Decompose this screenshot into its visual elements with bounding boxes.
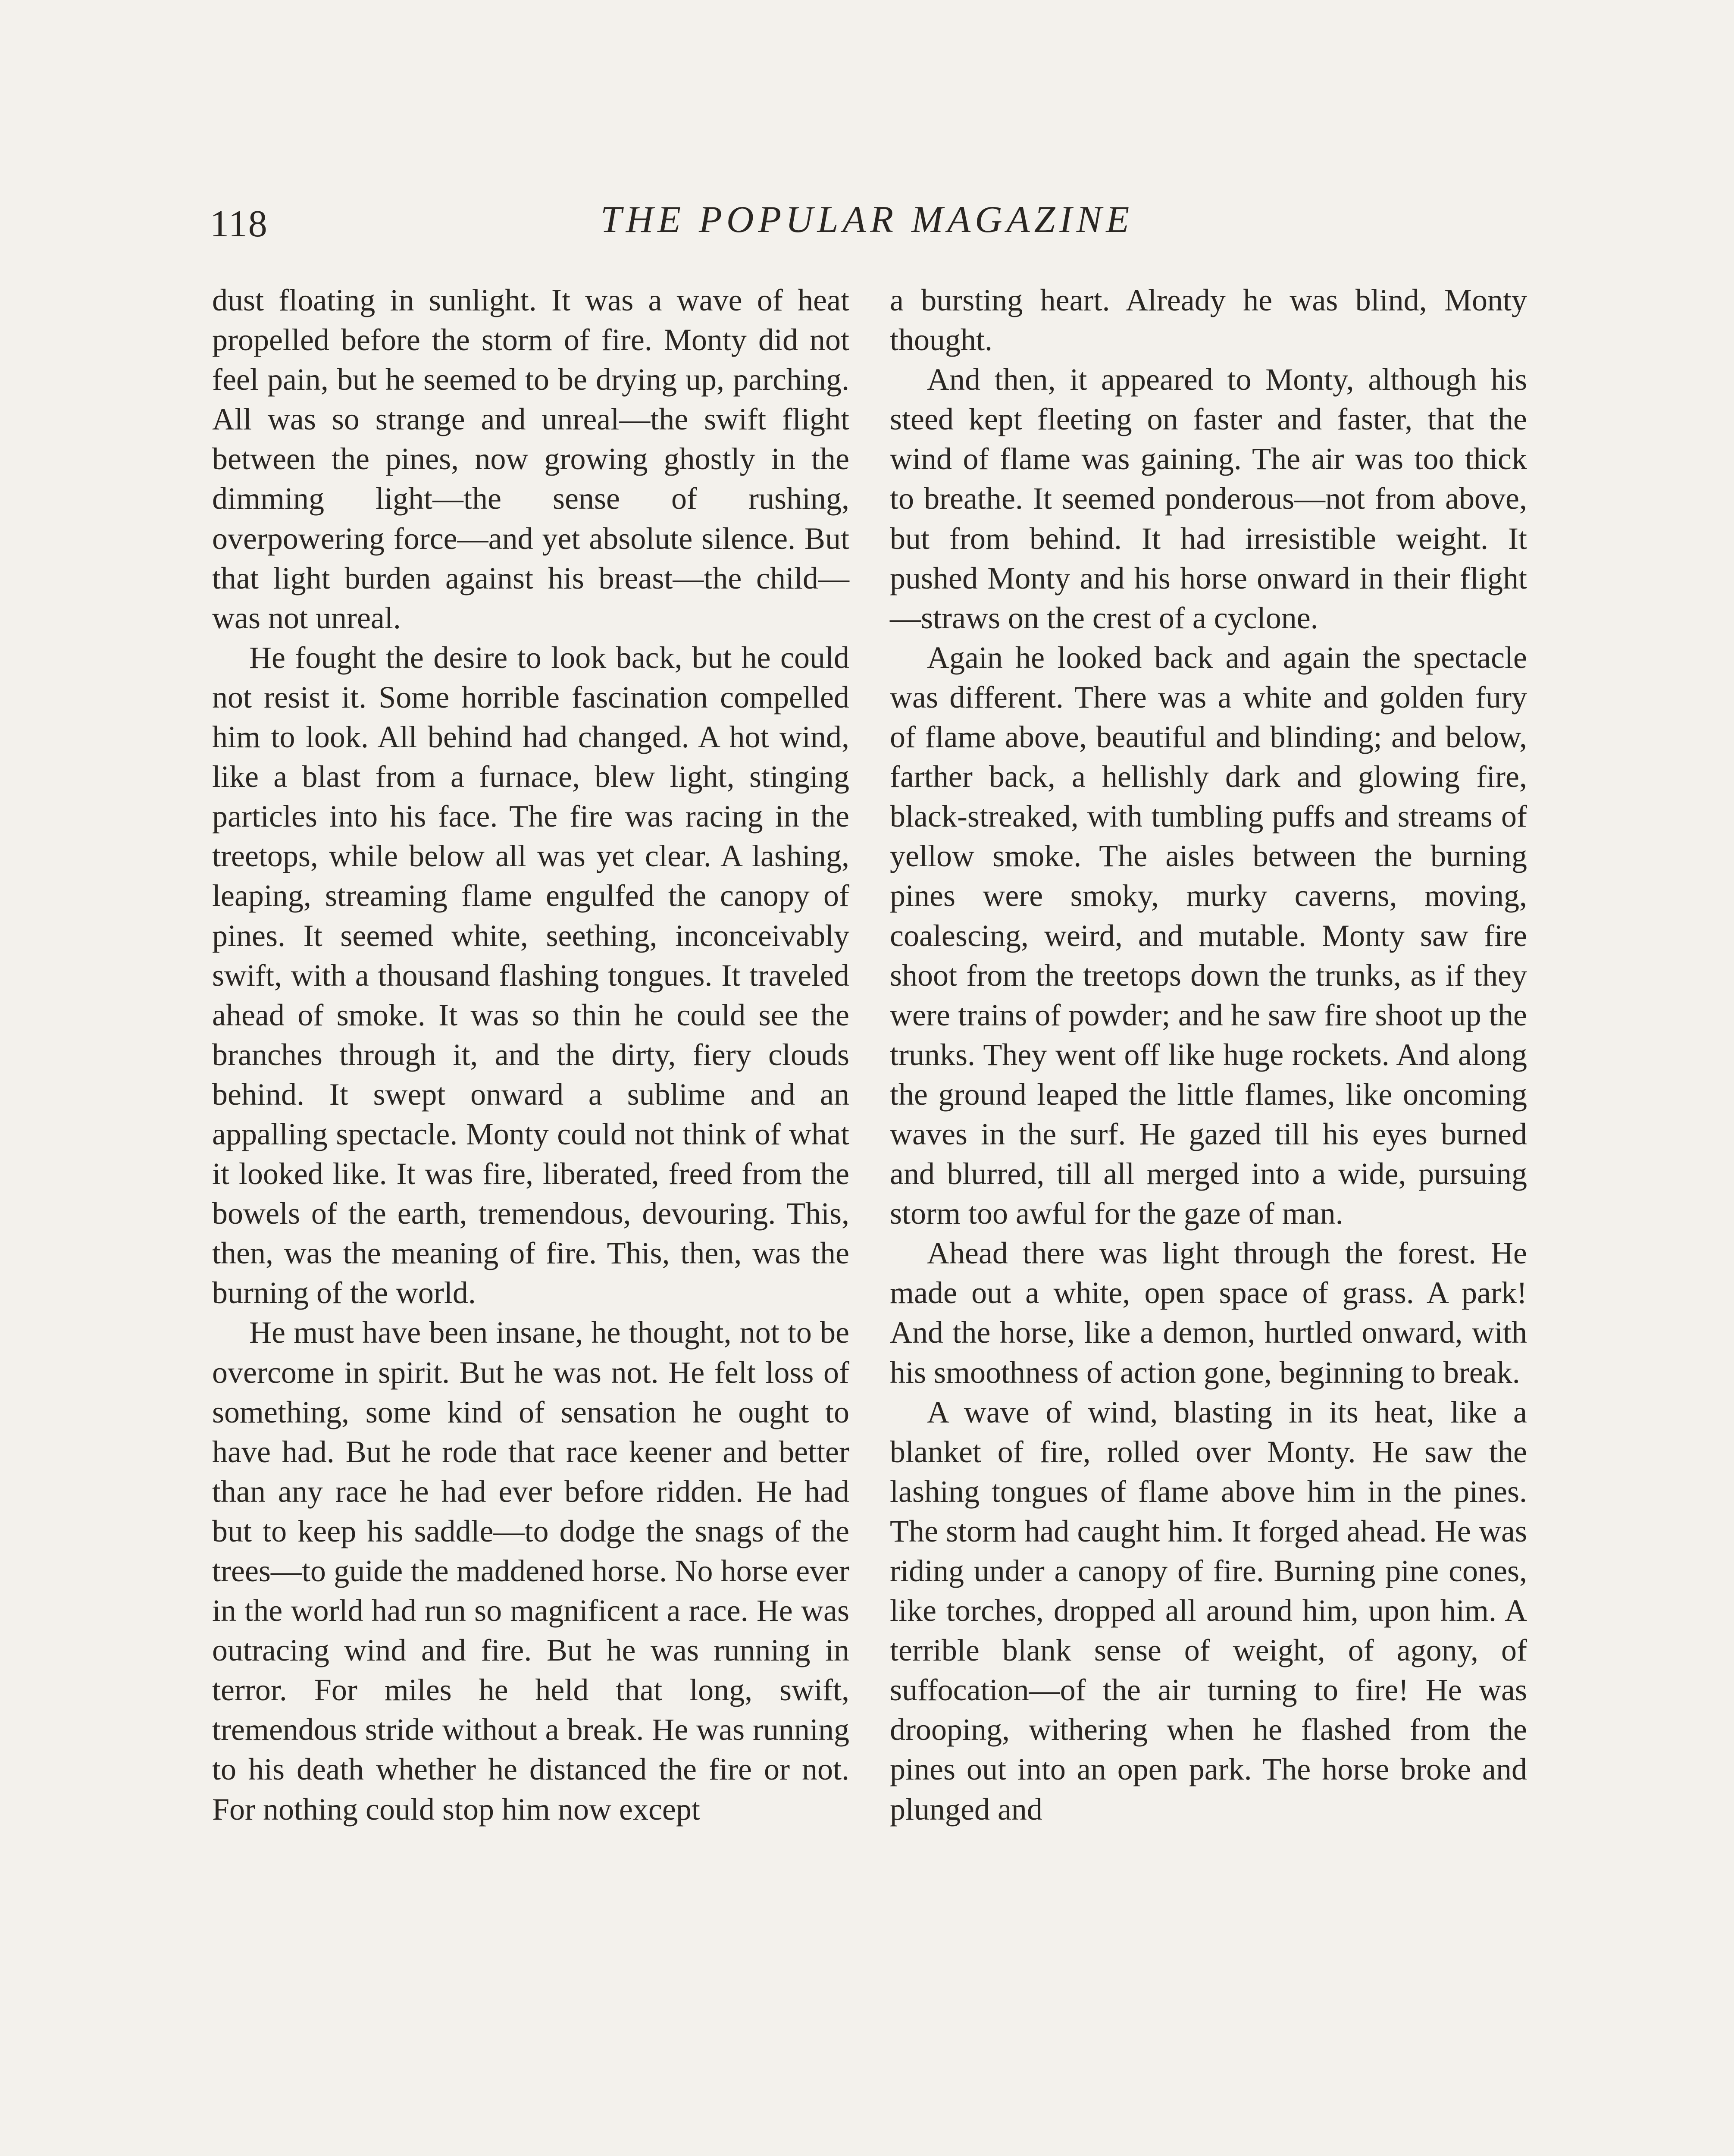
paragraph: a bursting heart. Already he was blind, Monty thought. [890,283,1527,357]
right-column [890,280,1527,1829]
page-number: 118 [210,203,268,245]
paragraph: And then, it appeared to Monty, although his steed kept fleeting on faster and faster, that the wind of flame was gaining. The air was too thick to breathe. It seemed ponderous—not from above, but from behind. It had irresistible weight. It pushed Monty and his horse onward in their flight—straws on the crest of a cyclone. [890,362,1527,635]
paragraph: Ahead there was light through the forest. He made out a white, open space of grass. A park! And the horse, like a demon, hurtled onward, with his smoothness of action gone, beginning to break. [890,1236,1527,1390]
paragraph: A wave of wind, blasting in its heat, like a blanket of fire, rolled over Monty. He saw the lashing tongues of flame above him in the pines. The storm had caught him. It forged ahead. He was riding under a canopy of fire. Burning pine cones, like torches, dropped all around him, upon him. A terrible blank sense of weight, of agony, of suffocation—of the air turning to fire! He was drooping, withering when he flashed from the pines out into an open park. The horse broke and plunged and [890,1395,1527,1827]
paragraph: He fought the desire to look back, but he could not resist it. Some horrible fascination compelled him to look. All behind had changed. A hot wind, like a blast from a furnace, blew light, stinging particles into his face. The fire was racing in the treetops, while below all was yet clear. A lashing, leaping, streaming flame engulfed the canopy of pines. It seemed white, seething, inconceivably swift, with a thousand flashing tongues. It traveled ahead of smoke. It was so thin he could see the branches through it, and the dirty, fiery clouds behind. It swept onward a sublime and an appalling spectacle. Monty could not think of what it looked like. It was fire, liberated, freed from the bowels of the earth, tremendous, devouring. This, then, was the meaning of fire. This, then, was the burning of the world. [212,640,849,1310]
running-title: THE POPULAR MAGAZINE [600,199,1134,241]
paragraph: He must have been insane, he thought, not to be overcome in spirit. But he was not. He felt loss of something, some kind of sensation he ought to have had. But he rode that race keener and better than any race he had ever before ridden. He had but to keep his saddle—to dodge the snags of the trees—to guide the maddened horse. No horse ever in the world had run so magnificent a race. He was outracing wind and fire. But he was running in terror. For miles he held that long, swift, tremendous stride without a break. He was running to his death whether he distanced the fire or not. For nothing could stop him now except [212,1315,849,1827]
left-column [212,280,849,1829]
paragraph: Again he looked back and again the spectacle was different. There was a white and golden fury of flame above, beautiful and blinding; and below, farther back, a hellishly dark and glowing fire, black-streaked, with tumbling puffs and streams of yellow smoke. The aisles between the burning pines were smoky, murky caverns, moving, coalescing, weird, and mutable. Monty saw fire shoot from the treetops down the trunks, as if they were trains of powder; and he saw fire shoot up the trunks. They went off like huge rockets. And along the ground leaped the little flames, like oncoming waves in the surf. He gazed till his eyes burned and blurred, till all merged into a wide, pursuing storm too awful for the gaze of man. [890,640,1527,1231]
paragraph: dust floating in sunlight. It was a wave of heat propelled before the storm of fire. Monty did not feel pain, but he seemed to be drying up, parching. All was so strange and unreal—the swift flight between the pines, now growing ghostly in the dimming light—the sense of rushing, overpowering force—and yet absolute silence. But that light burden against his breast—the child—was not unreal. [212,283,849,635]
